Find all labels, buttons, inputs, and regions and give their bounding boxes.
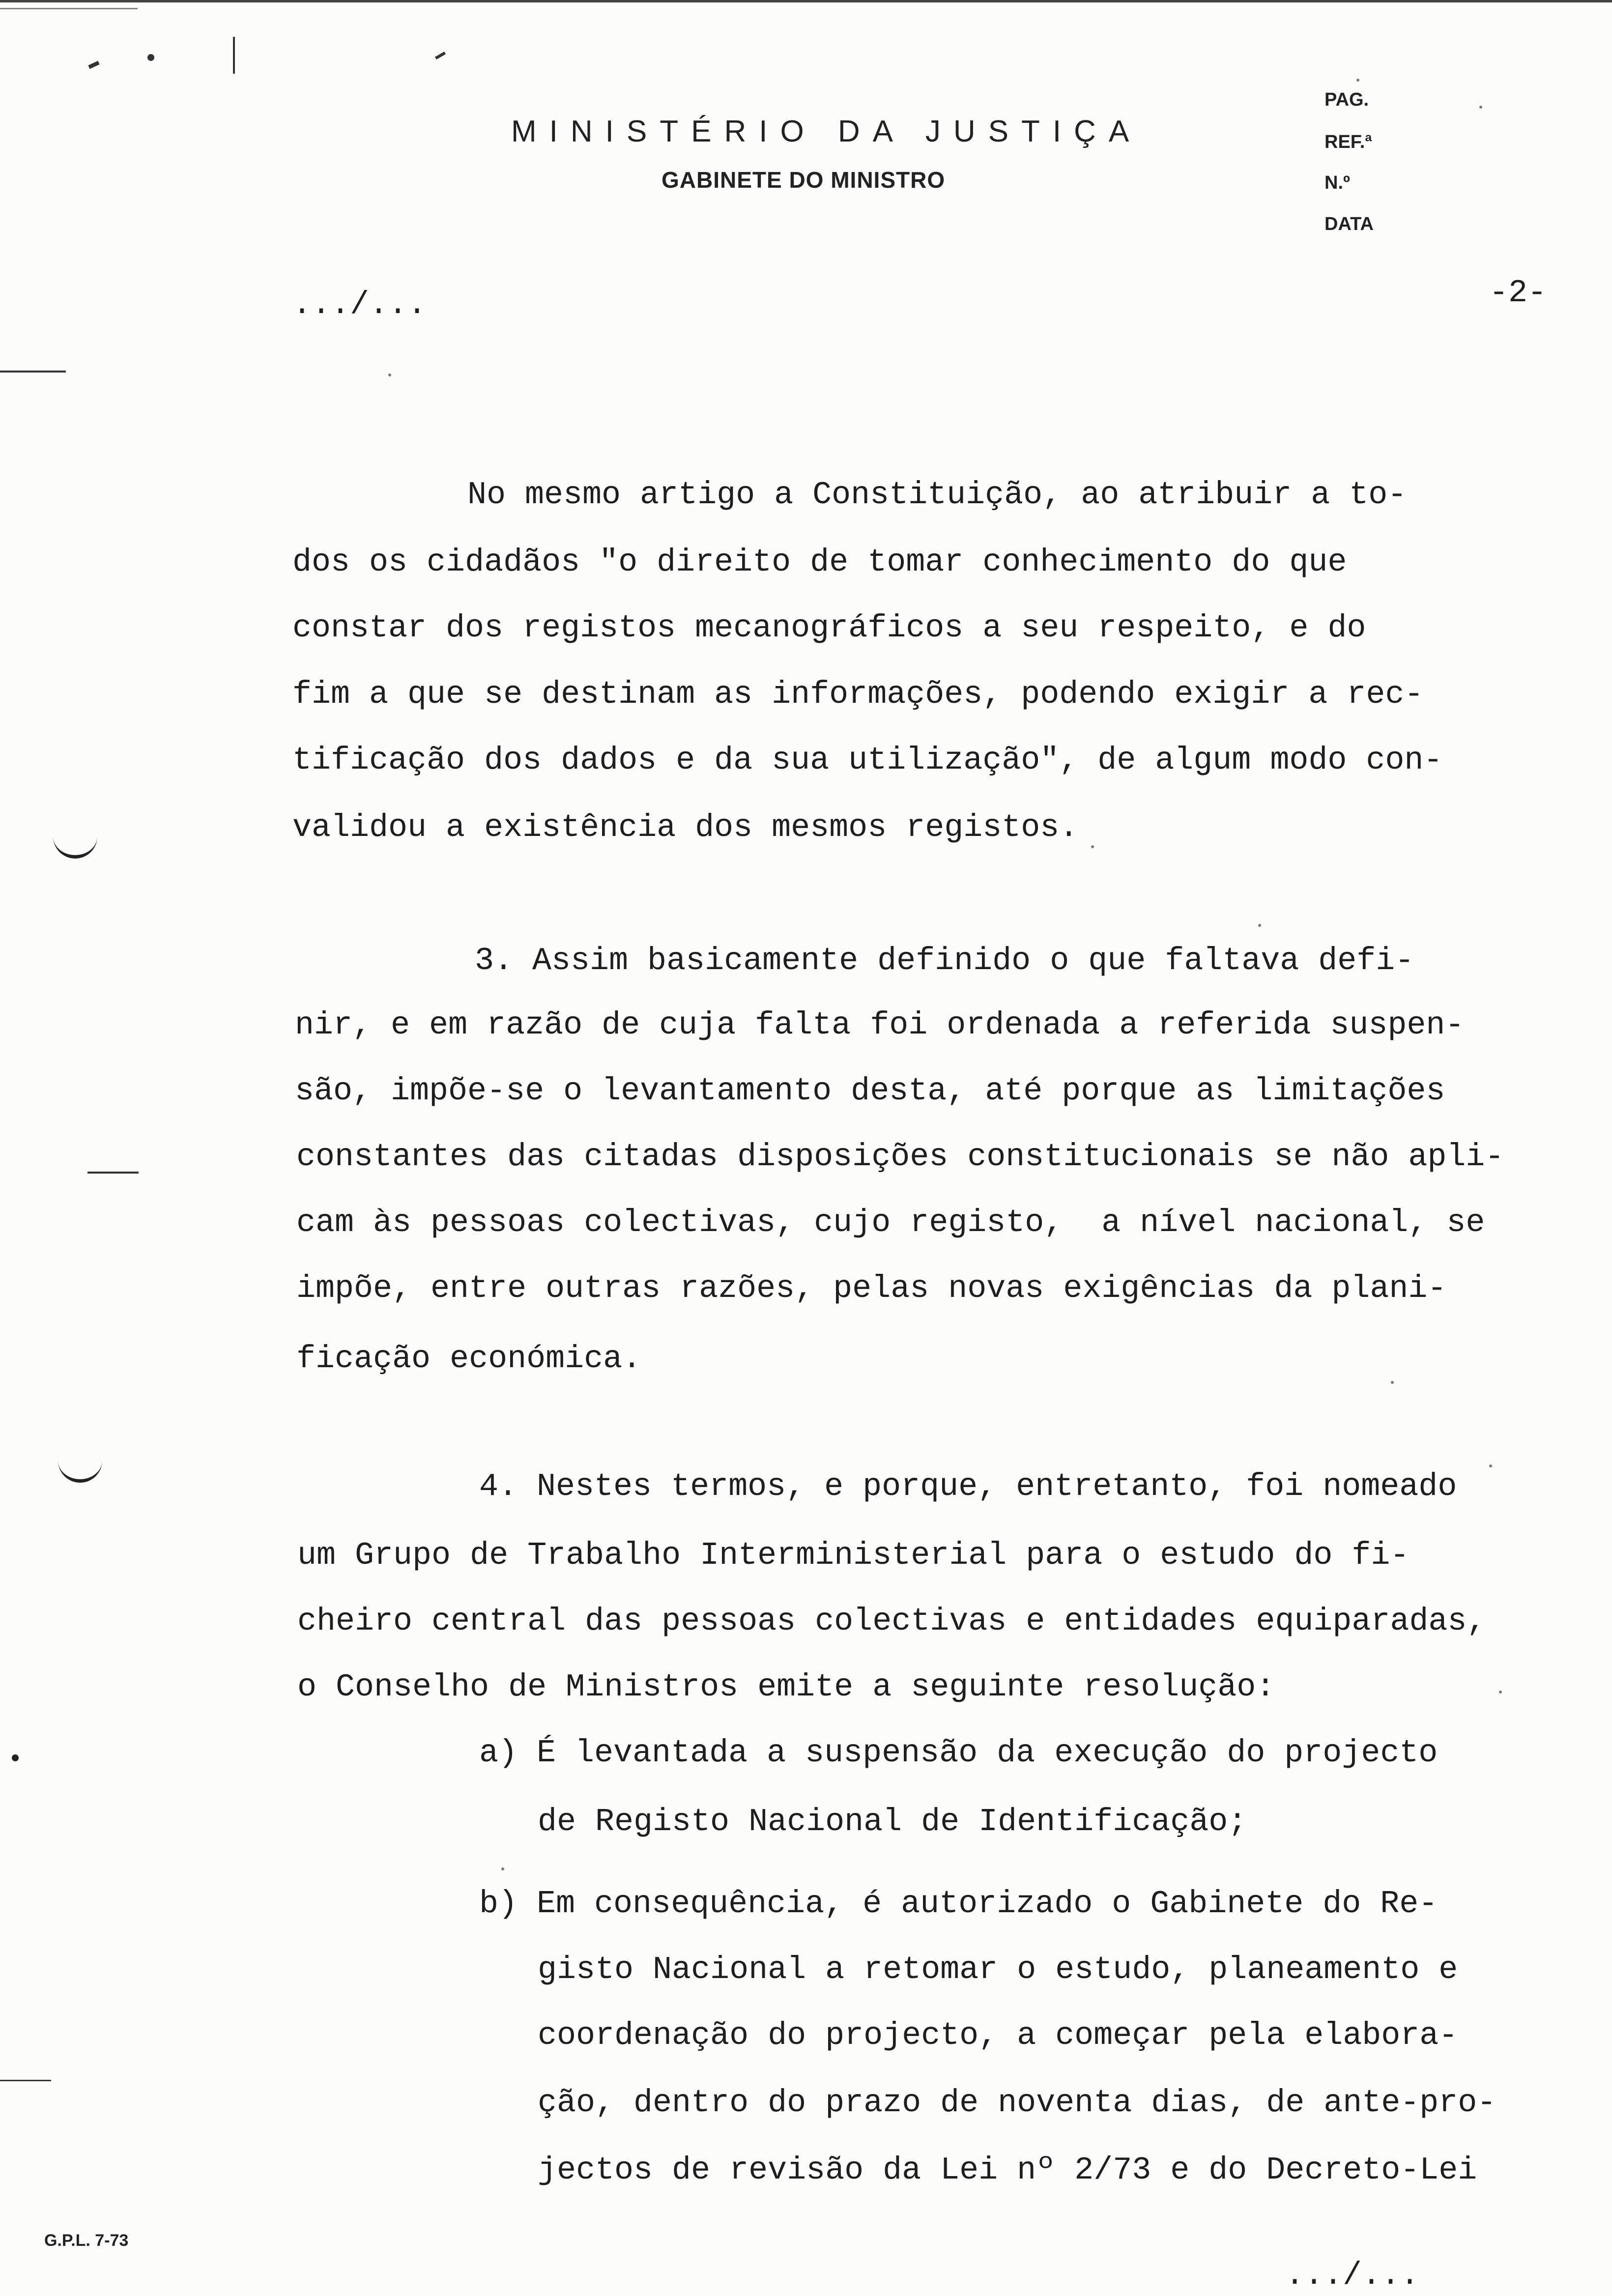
text-line: impõe, entre outras razões, pelas novas exigências da plani-	[296, 1270, 1447, 1307]
text-line: tificação dos dados e da sua utilização", de algum modo con-	[292, 742, 1443, 778]
text-line: a) É levantada a suspensão da execução do projecto	[479, 1735, 1438, 1771]
field-label-reference: REF.ª	[1324, 132, 1372, 152]
text-line: 4. Nestes termos, e porque, entretanto, foi nomeado	[479, 1468, 1457, 1505]
vertical-pen-mark	[233, 37, 235, 74]
text-line: constantes das citadas disposições constitucionais se não apli-	[296, 1139, 1504, 1175]
scan-speck	[1356, 79, 1359, 82]
text-line: jectos de revisão da Lei nº 2/73 e do Decreto-Lei	[538, 2152, 1477, 2188]
text-line: fim a que se destinam as informações, podendo exigir a rec-	[292, 676, 1424, 713]
scan-speck	[1391, 1381, 1394, 1384]
scan-speck	[1499, 1691, 1502, 1693]
top-border-line	[0, 0, 1612, 2]
text-line: No mesmo artigo a Constituição, ao atribuir a to-	[467, 477, 1407, 513]
text-line: validou a existência dos mesmos registos.	[292, 809, 1079, 846]
scan-speck	[1091, 845, 1094, 848]
text-line: o Conselho de Ministros emite a seguinte resolução:	[297, 1669, 1275, 1705]
field-label-date: DATA	[1324, 214, 1374, 234]
text-line: cam às pessoas colectivas, cujo registo, a nível nacional, se	[296, 1205, 1485, 1241]
text-line: coordenação do projecto, a começar pela elabora-	[538, 2017, 1458, 2054]
text-line: cheiro central das pessoas colectivas e entidades equiparadas,	[297, 1603, 1486, 1639]
continuation-marker-top: .../...	[292, 287, 427, 323]
margin-dot	[12, 1754, 19, 1761]
scan-speck	[1489, 1464, 1492, 1467]
scan-speck	[1479, 106, 1482, 109]
office-subtitle: GABINETE DO MINISTRO	[662, 167, 946, 193]
margin-curve-mark	[58, 1460, 102, 1483]
margin-rule	[0, 2080, 51, 2081]
margin-tick	[435, 52, 446, 59]
margin-tick	[88, 61, 99, 69]
margin-curve-mark	[53, 835, 97, 859]
ministry-title: MINISTÉRIO DA JUSTIÇA	[511, 115, 1142, 148]
text-line: são, impõe-se o levantamento desta, até porque as limitações	[295, 1073, 1445, 1109]
text-line: ção, dentro do prazo de noventa dias, de ante-pro-	[538, 2085, 1497, 2121]
scan-speck	[388, 373, 391, 376]
margin-rule	[87, 1172, 139, 1174]
margin-rule	[0, 371, 66, 373]
text-line: de Registo Nacional de Identificação;	[538, 1804, 1247, 1840]
text-line: dos os cidadãos "o direito de tomar conhecimento do que	[292, 544, 1347, 580]
field-label-number: N.º	[1324, 172, 1350, 193]
text-line: b) Em consequência, é autorizado o Gabinete do Re-	[479, 1886, 1438, 1922]
scan-speck	[501, 1867, 504, 1870]
text-line: ficação económica.	[296, 1341, 642, 1377]
form-code: G.P.L. 7-73	[44, 2231, 129, 2250]
page-number: -2-	[1489, 275, 1547, 311]
margin-tick	[147, 54, 154, 61]
top-left-rule	[0, 8, 138, 9]
scan-speck	[1258, 924, 1261, 927]
text-line: constar dos registos mecanográficos a seu respeito, e do	[292, 610, 1366, 646]
field-label-page: PAG.	[1324, 89, 1369, 110]
text-line: nir, e em razão de cuja falta foi ordenada a referida suspen-	[295, 1007, 1465, 1043]
continuation-marker-bottom: .../...	[1285, 2257, 1420, 2294]
text-line: um Grupo de Trabalho Interministerial para o estudo do fi-	[297, 1537, 1410, 1574]
text-line: gisto Nacional a retomar o estudo, planeamento e	[538, 1952, 1458, 1988]
text-line: 3. Assim basicamente definido o que faltava defi-	[475, 943, 1414, 979]
